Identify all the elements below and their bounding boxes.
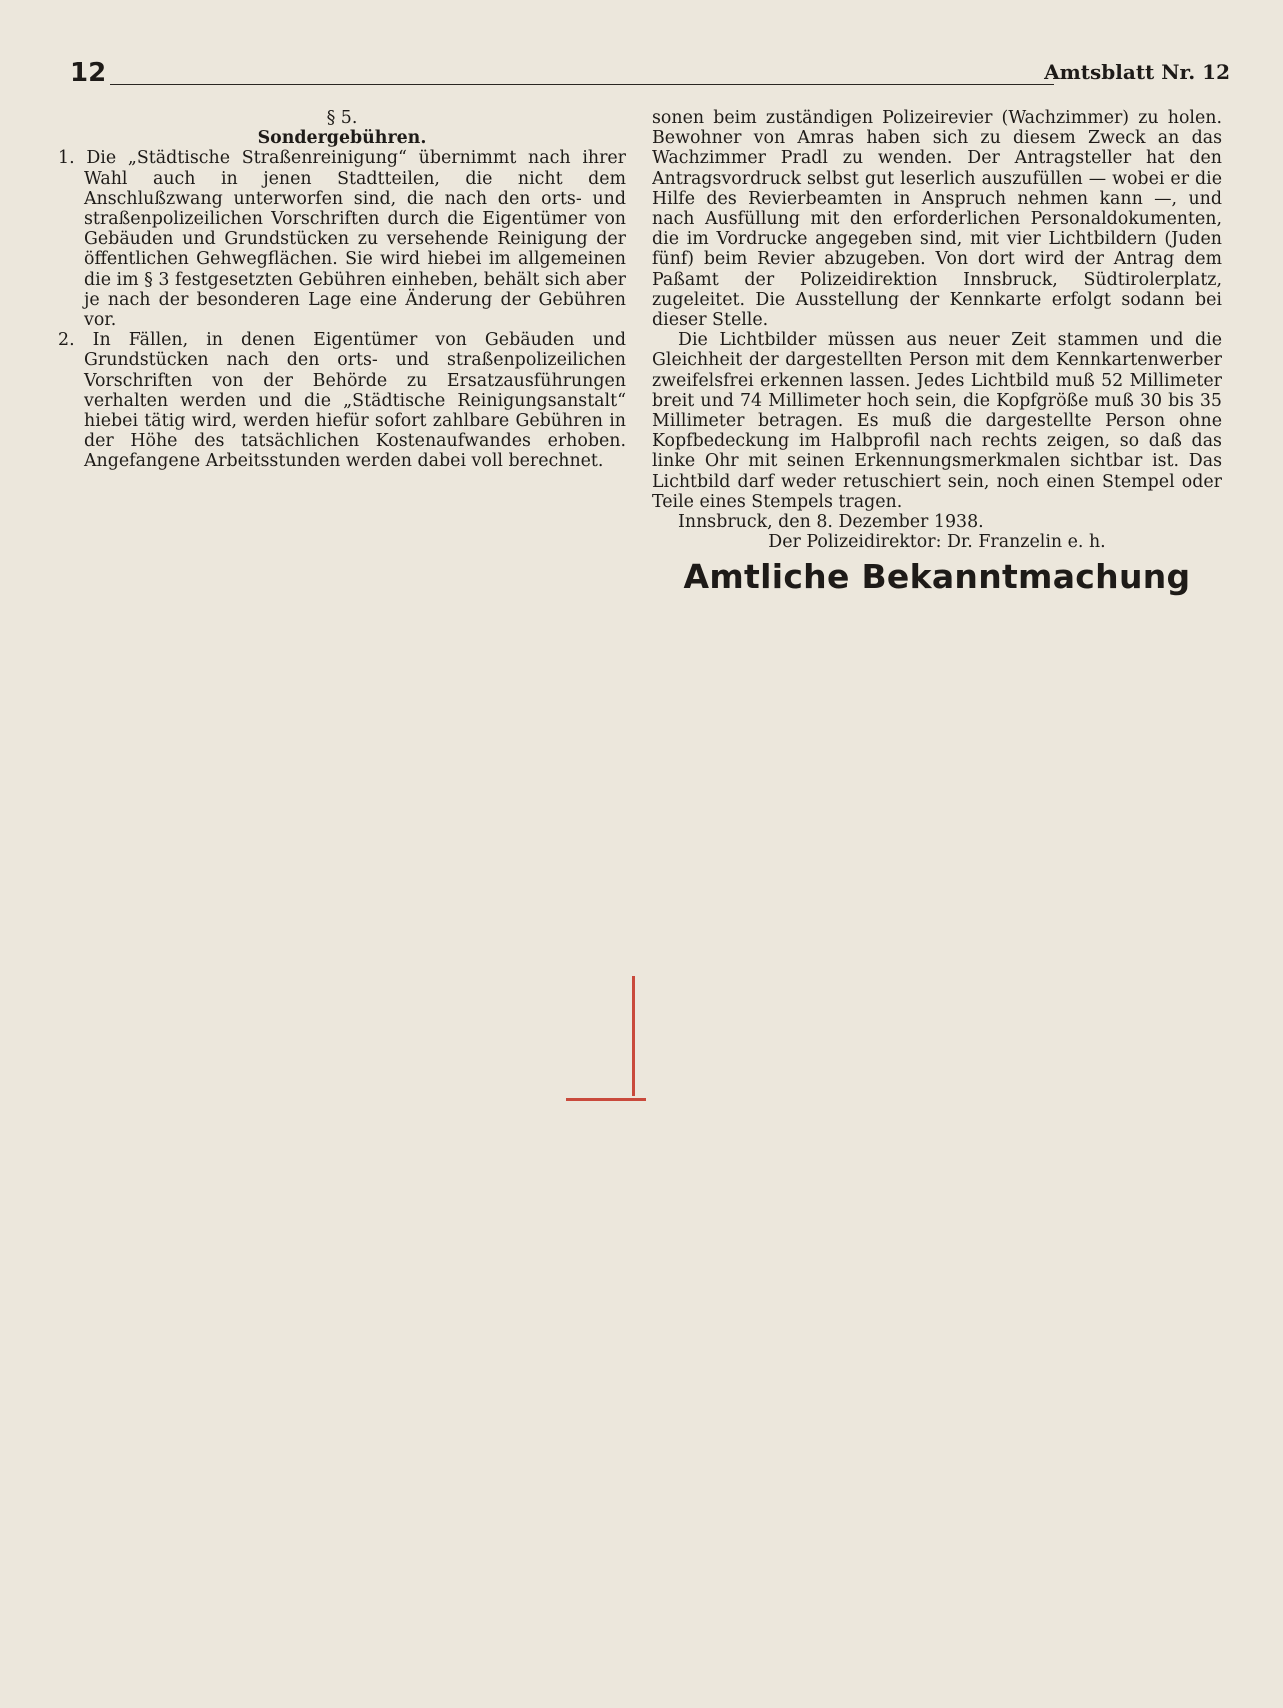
place-date: Innsbruck, den 8. Dezember 1938. xyxy=(678,512,984,533)
header-rule xyxy=(110,84,1054,85)
right-column xyxy=(652,108,1222,1683)
announcement-title: Amtliche Bekanntmachung xyxy=(683,557,1191,597)
signature: Der Polizeidirektor: Dr. Franzelin e. h. xyxy=(768,532,1106,553)
section-title: Sondergebühren. xyxy=(257,128,427,149)
list-item: 1. Die „Städtische Straßenreinigung“ übernimmt nach ihrer Wahl auch in jenen Stadtteilen, die nicht dem Anschlußzwang unterworfen sind, die nach den orts- und straßenpolizeilichen Vorschriften durch die Eigentümer von Gebäuden und Grundstücken zu versehende Reinigung der öffentlichen Gehwegflächen. Sie wird hiebei im allgemeinen die im § 3 festgesetzten Gebühren einheben, behält sich aber je nach der besonderen Lage eine Änderung der Gebühren vor. xyxy=(58,148,626,331)
left-column xyxy=(58,108,626,1683)
red-annotation-vertical xyxy=(632,976,635,1096)
list-item: 2. In Fällen, in denen Eigentümer von Gebäuden und Grundstücken nach den orts- und straßenpolizeilichen Vorschriften von der Behörde zu Ersatzausführungen verhalten werden und die „Städtische Reinigungsanstalt“ hiebei tätig wird, werden hiefür sofort zahlbare Gebühren in der Höhe des tatsächlichen Kostenaufwandes erhoben. Angefangene Arbeitsstunden werden dabei voll berechnet. xyxy=(58,330,626,472)
page-number: 12 xyxy=(70,58,107,88)
paragraph: sonen beim zuständigen Polizeirevier (Wachzimmer) zu holen. Bewohner von Amras haben sich zu diesem Zweck an das Wachzimmer Pradl zu wenden. Der Antragsteller hat den Antragsvordruck selbst gut leserlich auszufüllen — wobei er die Hilfe des Revierbeamten in Anspruch nehmen kann —, und nach Ausfüllung mit den erforderlichen Personaldokumenten, die im Vordrucke angegeben sind, mit vier Lichtbildern (Juden fünf) beim Revier abzugeben. Von dort wird der Antrag dem Paßamt der Polizeidirektion Innsbruck, Südtirolerplatz, zugeleitet. Die Ausstellung der Kennkarte erfolgt sodann bei dieser Stelle. xyxy=(652,108,1222,331)
section-number: § 5. xyxy=(326,108,358,128)
paragraph: Die Lichtbilder müssen aus neuer Zeit stammen und die Gleichheit der dargestellten Person mit dem Kennkartenwerber zweifelsfrei erkennen lassen. Jedes Lichtbild muß 52 Millimeter breit und 74 Millimeter hoch sein, die Kopfgröße muß 30 bis 35 Millimeter betragen. Es muß die dargestellte Person ohne Kopfbedeckung im Halbprofil nach rechts zeigen, so daß das linke Ohr mit seinen Erkennungsmerkmalen sichtbar ist. Das Lichtbild darf weder retuschiert sein, noch einen Stempel oder Teile eines Stempels tragen. xyxy=(652,330,1222,512)
red-annotation-horizontal xyxy=(566,1098,646,1101)
page-header xyxy=(70,58,1230,94)
header-title: Amtsblatt Nr. 12 xyxy=(1044,60,1230,84)
